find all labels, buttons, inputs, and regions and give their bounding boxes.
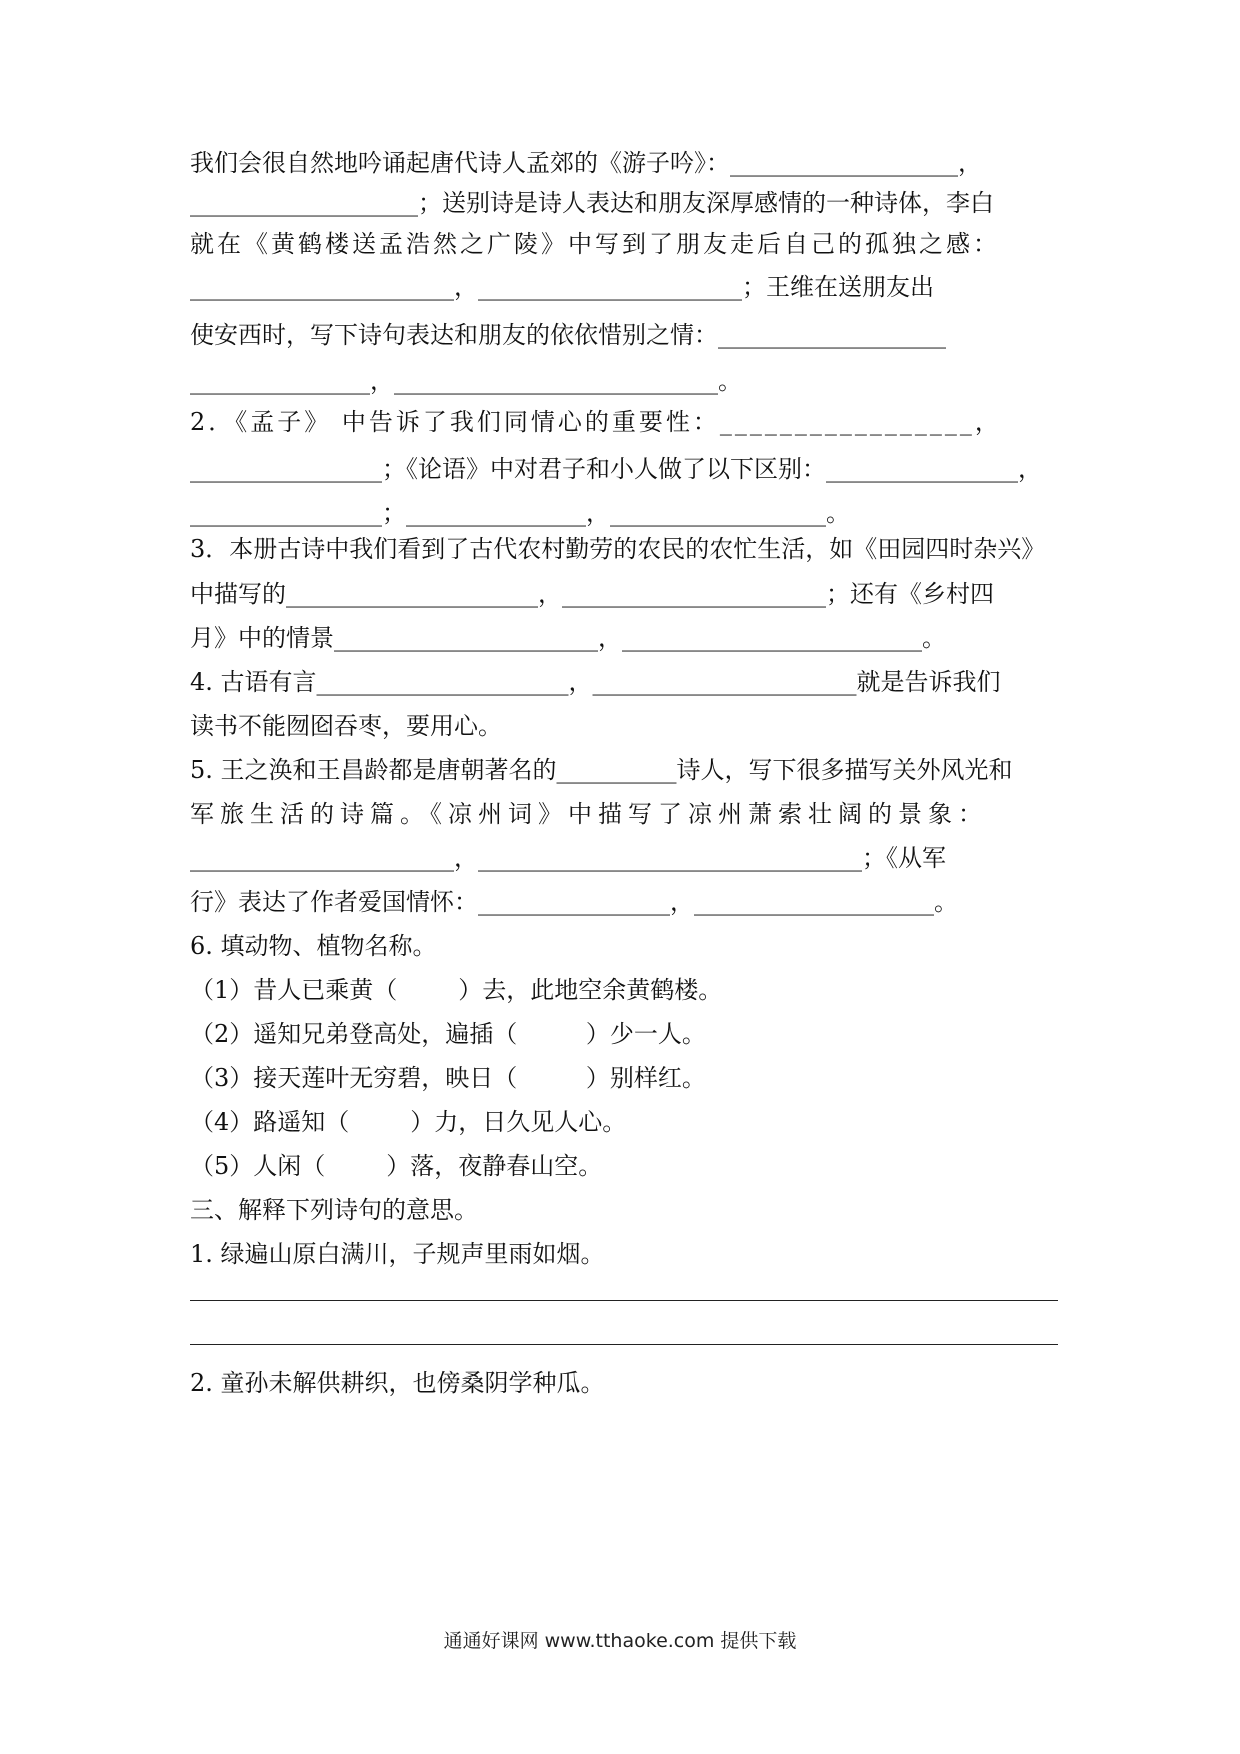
text-line: 4. 古语有言_____________________，______________________就是告诉我们 (190, 668, 1001, 696)
text-line: ______________________，________________________________；《从军 (190, 844, 946, 872)
footer-text: 通通好课网 www.tthaoke.com 提供下载 (443, 1630, 797, 1652)
section-heading: 6. 填动物、植物名称。 (190, 932, 437, 960)
text-line: 使安西时，写下诗句表达和朋友的依依惜别之情：___________________ (190, 321, 946, 349)
text-line: 中描写的_____________________，______________________；还有《乡村四 (190, 580, 994, 608)
text-line: 行》表达了作者爱国情怀：________________，____________________。 (190, 888, 958, 916)
question-item: （3）接天莲叶无穷碧，映日（ ）别样红。 (190, 1064, 706, 1092)
text-line: ___________________；送别诗是诗人表达和朋友深厚感情的一种诗体，李白 (190, 189, 994, 217)
text-line: 就在《黄鹤楼送孟浩然之广陵》中写到了朋友走后自己的孤独之感： (190, 230, 1000, 258)
text-line: 读书不能囫囵吞枣，要用心。 (190, 712, 502, 740)
question-item: （1）昔人已乘黄（ ）去，此地空余黄鹤楼。 (190, 976, 723, 1004)
text-line: ______________________，______________________；王维在送朋友出 (190, 273, 934, 301)
section-heading: 三、解释下列诗句的意思。 (190, 1196, 478, 1224)
question-item: （5）人闲（ ）落，夜静春山空。 (190, 1152, 603, 1180)
text-line: 3．本册古诗中我们看到了古代农村勤劳的农民的农忙生活，如《田园四时杂兴》 (190, 535, 1046, 563)
answer-line (190, 1344, 1058, 1345)
question-item: （2）遥知兄弟登高处，遍插（ ）少一人。 (190, 1020, 706, 1048)
text-line: ________________；《论语》中对君子和小人做了以下区别：________________， (190, 455, 1042, 483)
question-item: 2. 童孙未解供耕织，也傍桑阴学种瓜。 (190, 1369, 605, 1397)
text-line: ________________；_______________，__________________。 (190, 499, 850, 527)
text-line: _______________，___________________________。 (190, 367, 742, 395)
question-item: （4）路遥知（ ）力，日久见人心。 (190, 1108, 627, 1136)
question-item: 1. 绿遍山原白满川，子规声里雨如烟。 (190, 1240, 605, 1268)
text-line: 5. 王之涣和王昌龄都是唐朝著名的__________诗人，写下很多描写关外风光和 (190, 756, 1013, 784)
text-line: 月》中的情景______________________，_________________________。 (190, 624, 946, 652)
text-line: 军旅生活的诗篇。《凉州词》中描写了凉州萧索壮阔的景象： (190, 800, 988, 828)
text-line: 2．《孟子》 中告诉了我们同情心的重要性：_________________， (190, 408, 1002, 436)
text-line: 我们会很自然地吟诵起唐代诗人孟郊的《游子吟》：___________________， (190, 149, 982, 177)
answer-line (190, 1300, 1058, 1301)
